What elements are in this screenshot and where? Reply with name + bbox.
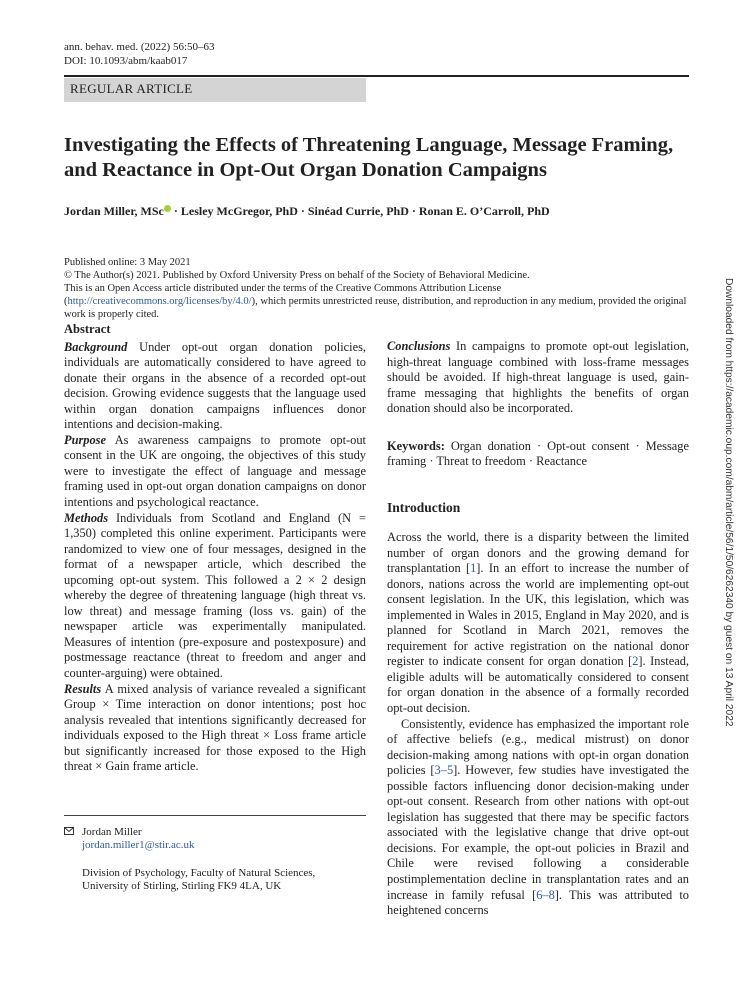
correspondence-author: Jordan Miller bbox=[64, 826, 366, 839]
envelope-icon bbox=[64, 826, 82, 839]
ref-link[interactable]: 6–8 bbox=[536, 887, 555, 902]
article-type-band: REGULAR ARTICLE bbox=[64, 78, 366, 102]
article-title: Investigating the Effects of Threatening Language, Message Framing, and Reactance in Opt-Out Organ Donation Campaigns bbox=[64, 134, 674, 181]
email-link[interactable]: jordan.miller1@stir.ac.uk bbox=[82, 839, 195, 851]
abstract-column-right bbox=[387, 339, 689, 470]
ref-link[interactable]: 3–5 bbox=[434, 763, 454, 778]
abstract-purpose: Purpose As awareness campaigns to promote opt-out consent in the UK are ongoing, the objectives of this study were to investigate the effect of language and message framing used in opt-out organ donation campaigns on donor intentions and psychological reactance. bbox=[64, 432, 366, 510]
other-authors: · Lesley McGregor, PhD · Sinéad Currie, PhD · Ronan E. O’Carroll, PhD bbox=[170, 204, 550, 218]
published-date: Published online: 3 May 2021 bbox=[64, 257, 191, 268]
header-rule bbox=[64, 75, 689, 77]
abstract-conclusions: Conclusions In campaigns to promote opt-out legislation, high-threat language combined with loss-frame messages should be avoided. If high-threat language is used, gain-frame messaging that highlights the benefits of organ donation should also be incorporated. bbox=[387, 339, 689, 416]
keywords: Keywords: Organ donation · Opt-out consent · Message framing · Threat to freedom · Reactance bbox=[387, 438, 689, 469]
author-list bbox=[64, 204, 550, 219]
correspondence-footnote bbox=[64, 826, 366, 893]
abstract-methods: Methods Individuals from Scotland and England (N = 1,350) completed this online experiment. Participants were randomized to view one of four messages, designed in the format of a newspaper article, which described the upcoming opt-out system. This followed a 2 × 2 design whereby the degree of threatening language (high threat vs. low threat) and message framing (loss vs. gain) of the newspaper article was experimentally manipulated. Measures of intention (pre-exposure and postexposure) and postmessage reactance (threat to freedom and anger and counter-arguing) were obtained. bbox=[64, 510, 366, 681]
affiliation: Division of Psychology, Faculty of Natural Sciences, University of Stirling, Stirling FK9 4LA, UK bbox=[82, 867, 316, 892]
download-sidebar bbox=[720, 278, 736, 926]
journal-citation: ann. behav. med. (2022) 56:50–63 bbox=[64, 41, 215, 53]
abstract-background: Background Under opt-out organ donation policies, individuals are automatically considered to have agreed to donate their organs in the absence of a recorded opt-out decision. Growing evidence suggests that the language used within organ donation campaigns influences donor intentions and decision-making. bbox=[64, 339, 366, 432]
introduction-heading: Introduction bbox=[387, 500, 461, 515]
doi: DOI: 10.1093/abm/kaab017 bbox=[64, 55, 188, 67]
introduction-body bbox=[387, 530, 689, 919]
license-text: This is an Open Access article distributed under the terms of the Creative Commons Attribution License (http://creativecommons.org/licenses/by/4.0/), which permits unrestricted reuse, distribution, and reproduction in any medium, provided the original work is properly cited. bbox=[64, 283, 687, 320]
download-notice: Downloaded from https://academic.oup.com/abm/article/56/1/50/6262340 by guest on 13 April 2022 bbox=[723, 278, 734, 727]
abstract-results: Results A mixed analysis of variance revealed a significant Group × Time interaction on donor intentions; post hoc analysis revealed that intentions significantly decreased for individuals exposed to the High threat × Loss frame article but significantly increased for those exposed to the High threat × Gain frame article. bbox=[64, 681, 366, 774]
running-header bbox=[64, 40, 215, 68]
footnote-rule bbox=[64, 815, 366, 816]
abstract-column bbox=[64, 322, 366, 775]
ref-link[interactable]: 1 bbox=[470, 561, 477, 576]
paragraph: Across the world, there is a disparity between the limited number of organ donors and the growing demand for transplantation [1]. In an effort to increase the number of donors, nations across the world are implementing opt-out consent legislation. In the UK, this legislation, which was implemented in Wales in 2015, England in May 2020, and is planned for Scotland in March 2021, removes the requirement for active registration on the national donor register to indicate consent for organ donation [2]. Instead, eligible adults will be automatically considered to consent for organ donation in the absence of a formally recorded opt-out decision. bbox=[387, 530, 689, 716]
orcid-icon[interactable] bbox=[164, 205, 171, 212]
ref-link[interactable]: 2 bbox=[632, 654, 639, 669]
paragraph: Consistently, evidence has emphasized the important role of affective beliefs (e.g., medical mistrust) on donor decision-making among nations with opt-in organ donation policies [3–5]. However, few studies have investigated the possible factors influencing donor decision-making under opt-out consent. Research from other nations with opt-out legislation has suggested that there may be specific factors associated with the legislative change that drive opt-out decisions. For example, the opt-out policies in Brazil and Chile were revised following a considerable postimplementation decline in transplantation rates and an increase in family refusal [6–8]. This was attributed to heightened concerns bbox=[387, 716, 690, 918]
copyright: © The Author(s) 2021. Published by Oxford University Press on behalf of the Society of Behavioral Medicine. bbox=[64, 270, 530, 281]
first-author: Jordan Miller, MSc bbox=[64, 204, 164, 218]
abstract-heading: Abstract bbox=[64, 322, 111, 336]
license-link[interactable]: http://creativecommons.org/licenses/by/4.0/ bbox=[67, 296, 252, 307]
publication-info bbox=[64, 256, 692, 321]
